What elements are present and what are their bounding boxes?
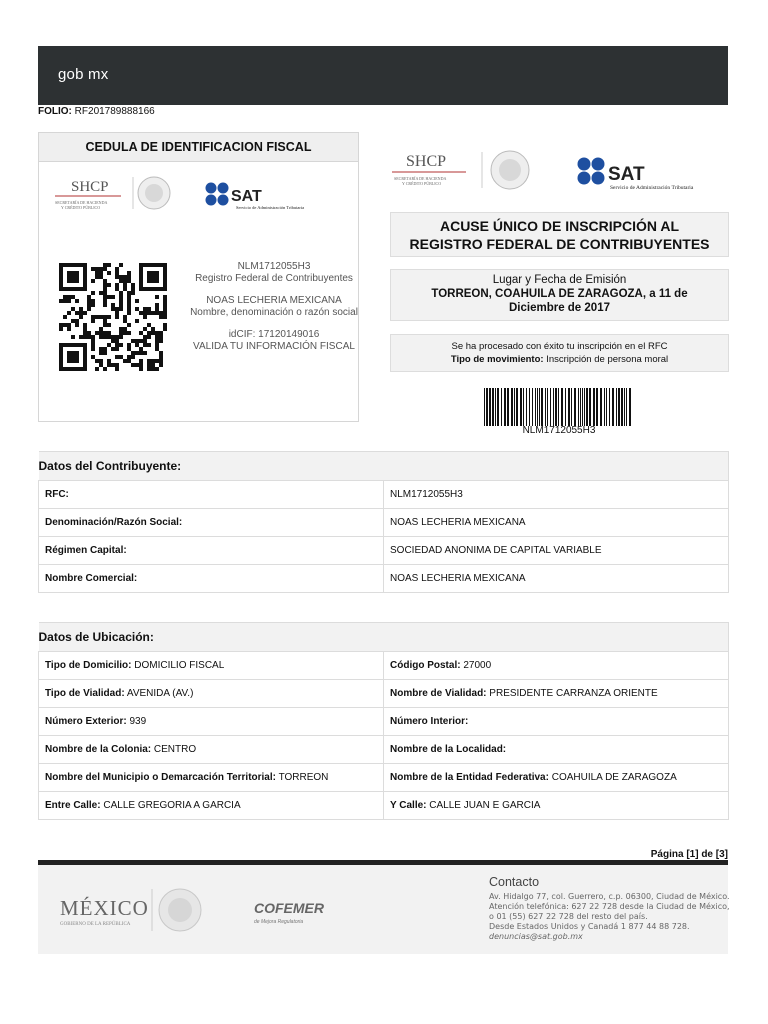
contact-line: o 01 (55) 627 22 728 del resto del país. <box>489 912 648 921</box>
row-label: Nombre del Municipio o Demarcación Territorial: <box>45 772 276 783</box>
row-cell-right <box>384 764 729 792</box>
row-value: NLM1712055H3 <box>384 481 729 509</box>
row-cell-right <box>384 708 729 736</box>
sat-logo-text-right: SAT <box>608 164 645 185</box>
shcp-logo-text: SHCP <box>71 179 109 195</box>
row-value: AVENIDA (AV.) <box>126 688 194 699</box>
row-value: CALLE JUAN E GARCIA <box>429 800 541 811</box>
row-label: Entre Calle: <box>45 800 101 811</box>
row-value: 939 <box>129 716 147 727</box>
sat-dot-icon-right <box>578 158 591 171</box>
table-row <box>39 652 729 680</box>
row-cell-left <box>39 792 384 820</box>
contribuyente-heading: Datos del Contribuyente: <box>39 452 729 481</box>
cedula-name: NOAS LECHERIA MEXICANA <box>206 295 342 306</box>
row-label: Nombre de la Colonia: <box>45 744 152 755</box>
movimiento-label: Tipo de movimiento: <box>450 354 544 365</box>
row-cell-right <box>384 680 729 708</box>
row-value: CENTRO <box>153 744 197 755</box>
movimiento-value: Inscripción de persona moral <box>546 354 669 365</box>
footer-logos <box>56 885 336 935</box>
movimiento-line <box>391 353 728 366</box>
row-label: Tipo de Domicilio: <box>45 660 132 671</box>
cedula-title: CEDULA DE IDENTIFICACION FISCAL <box>39 133 358 162</box>
folio-label: FOLIO: <box>38 106 72 117</box>
table-row <box>39 708 729 736</box>
page-indicator: Página [1] de [3] <box>650 849 728 860</box>
acuse-line2: REGISTRO FEDERAL DE CONTRIBUYENTES <box>409 236 710 252</box>
mexico-logo-text: MÉXICO <box>60 896 149 920</box>
qr-code-icon[interactable] <box>59 263 167 371</box>
row-cell-right <box>384 736 729 764</box>
acuse-title <box>390 212 729 257</box>
procesado-box <box>390 334 729 372</box>
row-cell-left <box>39 764 384 792</box>
row-value: 27000 <box>463 660 492 671</box>
row-value: PRESIDENTE CARRANZA ORIENTE <box>489 688 658 699</box>
row-cell-right <box>384 652 729 680</box>
lugar-line2: Diciembre de 2017 <box>508 302 610 314</box>
shcp-logo-text-right: SHCP <box>406 153 447 170</box>
contact-email-link[interactable]: denuncias@sat.gob.mx <box>489 932 583 941</box>
contact-line: Av. Hidalgo 77, col. Guerrero, c.p. 06300, Ciudad de México. <box>489 892 730 901</box>
lugar-line1: TORREON, COAHUILA DE ZARAGOZA, a 11 de <box>431 288 688 300</box>
sat-logo-text: SAT <box>231 188 262 205</box>
cofemer-logo-text: COFEMER <box>254 900 324 916</box>
table-row <box>39 537 729 565</box>
contact-line: Atención telefónica: 627 22 728 desde la Ciudad de México, <box>489 902 730 911</box>
cedula-rfc-caption: Registro Federal de Contribuyentes <box>195 273 353 284</box>
row-value: CALLE GREGORIA A GARCIA <box>103 800 241 811</box>
row-label: Código Postal: <box>390 660 461 671</box>
row-label: Tipo de Vialidad: <box>45 688 125 699</box>
acuse-line1: ACUSE ÚNICO DE INSCRIPCIÓN AL <box>439 218 680 234</box>
row-label: Denominación/Razón Social: <box>39 509 384 537</box>
cedula-card <box>38 132 359 422</box>
row-value: COAHUILA DE ZARAGOZA <box>551 772 677 783</box>
cedula-rfc: NLM1712055H3 <box>237 261 311 272</box>
lugar-fecha-box <box>390 269 729 321</box>
row-cell-right <box>384 792 729 820</box>
barcode-text: NLM1712055H3 <box>522 425 596 436</box>
folio <box>38 106 155 117</box>
sat-sub: Servicio de Administración Tributaria <box>236 205 305 210</box>
ubicacion-table <box>38 622 729 820</box>
row-label: Nombre Comercial: <box>39 565 384 593</box>
cedula-info <box>189 261 359 363</box>
shcp-sub2: Y CRÉDITO PÚBLICO <box>61 205 101 210</box>
procesado-text: Se ha procesado con éxito tu inscripción en el RFC <box>451 341 668 352</box>
shcp-sub1: SECRETARÍA DE HACIENDA <box>55 200 108 205</box>
ubicacion-heading: Datos de Ubicación: <box>39 623 729 652</box>
row-label: Nombre de la Localidad: <box>390 744 507 755</box>
table-row <box>39 736 729 764</box>
row-cell-left <box>39 708 384 736</box>
right-logos <box>390 148 730 198</box>
table-row <box>39 792 729 820</box>
cedula-name-caption: Nombre, denominación o razón social <box>190 307 358 318</box>
row-value: SOCIEDAD ANONIMA DE CAPITAL VARIABLE <box>384 537 729 565</box>
cedula-idcif: idCIF: 17120149016 <box>228 329 320 340</box>
table-row <box>39 481 729 509</box>
row-label: RFC: <box>39 481 384 509</box>
sat-sub-right: Servicio de Administración Tributaria <box>610 185 694 191</box>
cofemer-sub: de Mejora Regulatoria <box>254 919 304 925</box>
sat-dot-icon <box>206 183 217 194</box>
row-label: Número Interior: <box>390 716 469 727</box>
folio-value: RF201789888166 <box>74 106 155 117</box>
mexico-sub: GOBIERNO DE LA REPÚBLICA <box>60 922 131 927</box>
shcp-sub2-right: Y CRÉDITO PÚBLICO <box>402 181 442 186</box>
row-value: NOAS LECHERIA MEXICANA <box>384 565 729 593</box>
row-cell-left <box>39 736 384 764</box>
contribuyente-table <box>38 451 729 593</box>
row-label: Régimen Capital: <box>39 537 384 565</box>
shcp-sub1-right: SECRETARÍA DE HACIENDA <box>394 176 447 181</box>
table-row <box>39 509 729 537</box>
row-cell-left <box>39 680 384 708</box>
cedula-logos <box>49 173 349 223</box>
table-row <box>39 680 729 708</box>
gobmx-logo[interactable]: gob mx <box>58 66 109 83</box>
contacto-title: Contacto <box>489 875 540 889</box>
row-value: TORREON <box>278 772 329 783</box>
row-value: DOMICILIO FISCAL <box>134 660 225 671</box>
table-row <box>39 764 729 792</box>
lugar-label: Lugar y Fecha de Emisión <box>492 274 627 286</box>
table-row <box>39 565 729 593</box>
row-label: Y Calle: <box>390 800 427 811</box>
row-cell-left <box>39 652 384 680</box>
row-value: NOAS LECHERIA MEXICANA <box>384 509 729 537</box>
contact-line: Desde Estados Unidos y Canadá 1 877 44 88 728. <box>489 922 690 931</box>
row-label: Nombre de la Entidad Federativa: <box>390 772 549 783</box>
gobmx-header <box>38 46 728 105</box>
cedula-valida[interactable]: VALIDA TU INFORMACIÓN FISCAL <box>193 341 355 352</box>
row-label: Nombre de Vialidad: <box>390 688 487 699</box>
contact-lines <box>489 892 730 942</box>
row-label: Número Exterior: <box>45 716 127 727</box>
